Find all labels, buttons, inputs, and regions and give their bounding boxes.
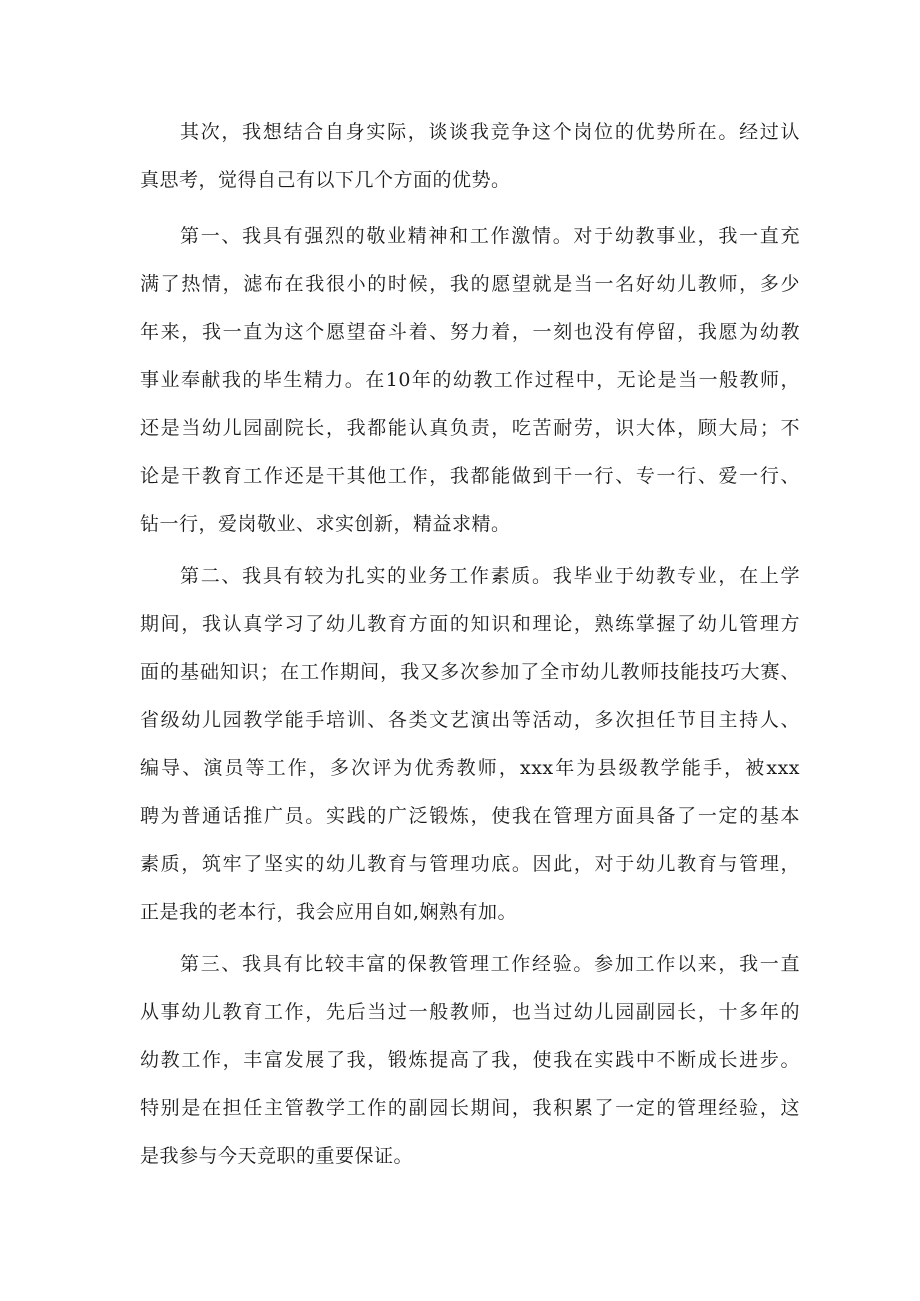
text-line: 省级幼儿园教学能手培训、各类文艺演出等活动，多次担任节目主持人、 <box>140 709 800 731</box>
text-line: 还是当幼儿园副院长，我都能认真负责，吃苦耐劳，识大体，顾大局；不 <box>140 417 800 439</box>
text-line: 期间，我认真学习了幼儿教育方面的知识和理论，熟练掌握了幼儿管理方 <box>140 613 800 635</box>
text-line: 第一、我具有强烈的敬业精神和工作激情。对于幼教事业，我一直充 <box>180 225 800 247</box>
paragraph-third-advantage <box>140 940 800 1180</box>
text-line: 钻一行，爱岗敬业、求实创新，精益求精。 <box>140 513 511 535</box>
paragraph-intro <box>140 108 800 204</box>
text-line: 特别是在担任主管教学工作的副园长期间，我积累了一定的管理经验，这 <box>140 1097 800 1119</box>
text-line: 是我参与今天竞职的重要保证。 <box>140 1145 414 1167</box>
text-line: 从事幼儿教育工作，先后当过一般教师，也当过幼儿园副园长，十多年的 <box>140 1001 800 1023</box>
text-line: 第三、我具有比较丰富的保教管理工作经验。参加工作以来，我一直 <box>180 953 800 975</box>
paragraph-second-advantage <box>140 552 800 936</box>
text-line: 素质，筑牢了坚实的幼儿教育与管理功底。因此，对于幼儿教育与管理， <box>140 853 800 875</box>
text-line: 论是干教育工作还是干其他工作，我都能做到干一行、专一行、爱一行、 <box>140 465 800 487</box>
text-line: 其次，我想结合自身实际，谈谈我竞争这个岗位的优势所在。经过认 <box>180 121 800 143</box>
text-line: 编导、演员等工作，多次评为优秀教师，xxx年为县级教学能手，被xxx <box>140 757 800 779</box>
paragraph-first-advantage <box>140 212 800 548</box>
text-line: 正是我的老本行，我会应用自如,娴熟有加。 <box>140 901 518 923</box>
text-line: 第二、我具有较为扎实的业务工作素质。我毕业于幼教专业，在上学 <box>180 565 800 587</box>
text-line: 幼教工作，丰富发展了我，锻炼提高了我，使我在实践中不断成长进步。 <box>140 1049 800 1071</box>
text-line: 真思考，觉得自己有以下几个方面的优势。 <box>140 169 511 191</box>
text-line: 面的基础知识；在工作期间，我又多次参加了全市幼儿教师技能技巧大赛、 <box>140 661 800 683</box>
text-line: 满了热情，滤布在我很小的时候，我的愿望就是当一名好幼儿教师，多少 <box>140 273 800 295</box>
text-line: 年来，我一直为这个愿望奋斗着、努力着，一刻也没有停留，我愿为幼教 <box>140 321 800 343</box>
text-line: 聘为普通话推广员。实践的广泛锻炼，使我在管理方面具备了一定的基本 <box>140 805 800 827</box>
text-line: 事业奉献我的毕生精力。在10年的幼教工作过程中，无论是当一般教师， <box>140 369 800 391</box>
